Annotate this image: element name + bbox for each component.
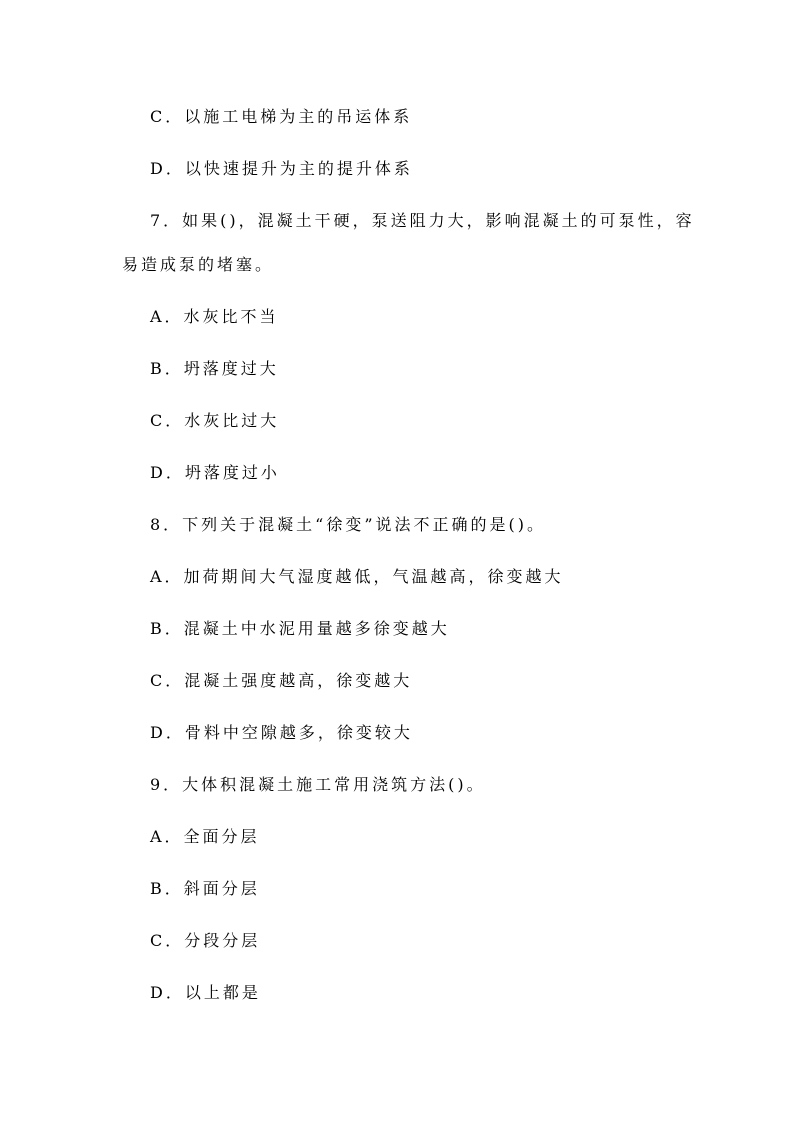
q7-option-b: B．坍落度过大 bbox=[150, 359, 279, 378]
q6-option-c: C．以施工电梯为主的吊运体系 bbox=[150, 107, 413, 126]
q7-option-c: C．水灰比过大 bbox=[150, 411, 280, 430]
q9-option-a: A．全面分层 bbox=[150, 827, 260, 846]
q9-option-b: B．斜面分层 bbox=[150, 879, 260, 898]
question-9-stem: 9．大体积混凝土施工常用浇筑方法()。 bbox=[150, 775, 486, 794]
q7-option-a: A．水灰比不当 bbox=[150, 307, 279, 326]
question-8-stem: 8．下列关于混凝土“徐变”说法不正确的是()。 bbox=[150, 515, 547, 534]
question-7-stem-continued: 易造成泵的堵塞。 bbox=[122, 255, 275, 274]
q8-option-c: C．混凝土强度越高，徐变越大 bbox=[150, 671, 413, 690]
q8-option-b: B．混凝土中水泥用量越多徐变越大 bbox=[150, 619, 450, 638]
question-7-stem: 7．如果()，混凝土干硬，泵送阻力大，影响混凝土的可泵性，容 bbox=[150, 211, 695, 230]
q8-option-a: A．加荷期间大气湿度越低，气温越高，徐变越大 bbox=[150, 567, 564, 586]
q7-option-d: D．坍落度过小 bbox=[150, 463, 280, 482]
q9-option-c: C．分段分层 bbox=[150, 931, 261, 950]
q9-option-d: D．以上都是 bbox=[150, 983, 261, 1002]
q8-option-d: D．骨料中空隙越多，徐变较大 bbox=[150, 723, 413, 742]
q6-option-d: D．以快速提升为主的提升体系 bbox=[150, 159, 413, 178]
